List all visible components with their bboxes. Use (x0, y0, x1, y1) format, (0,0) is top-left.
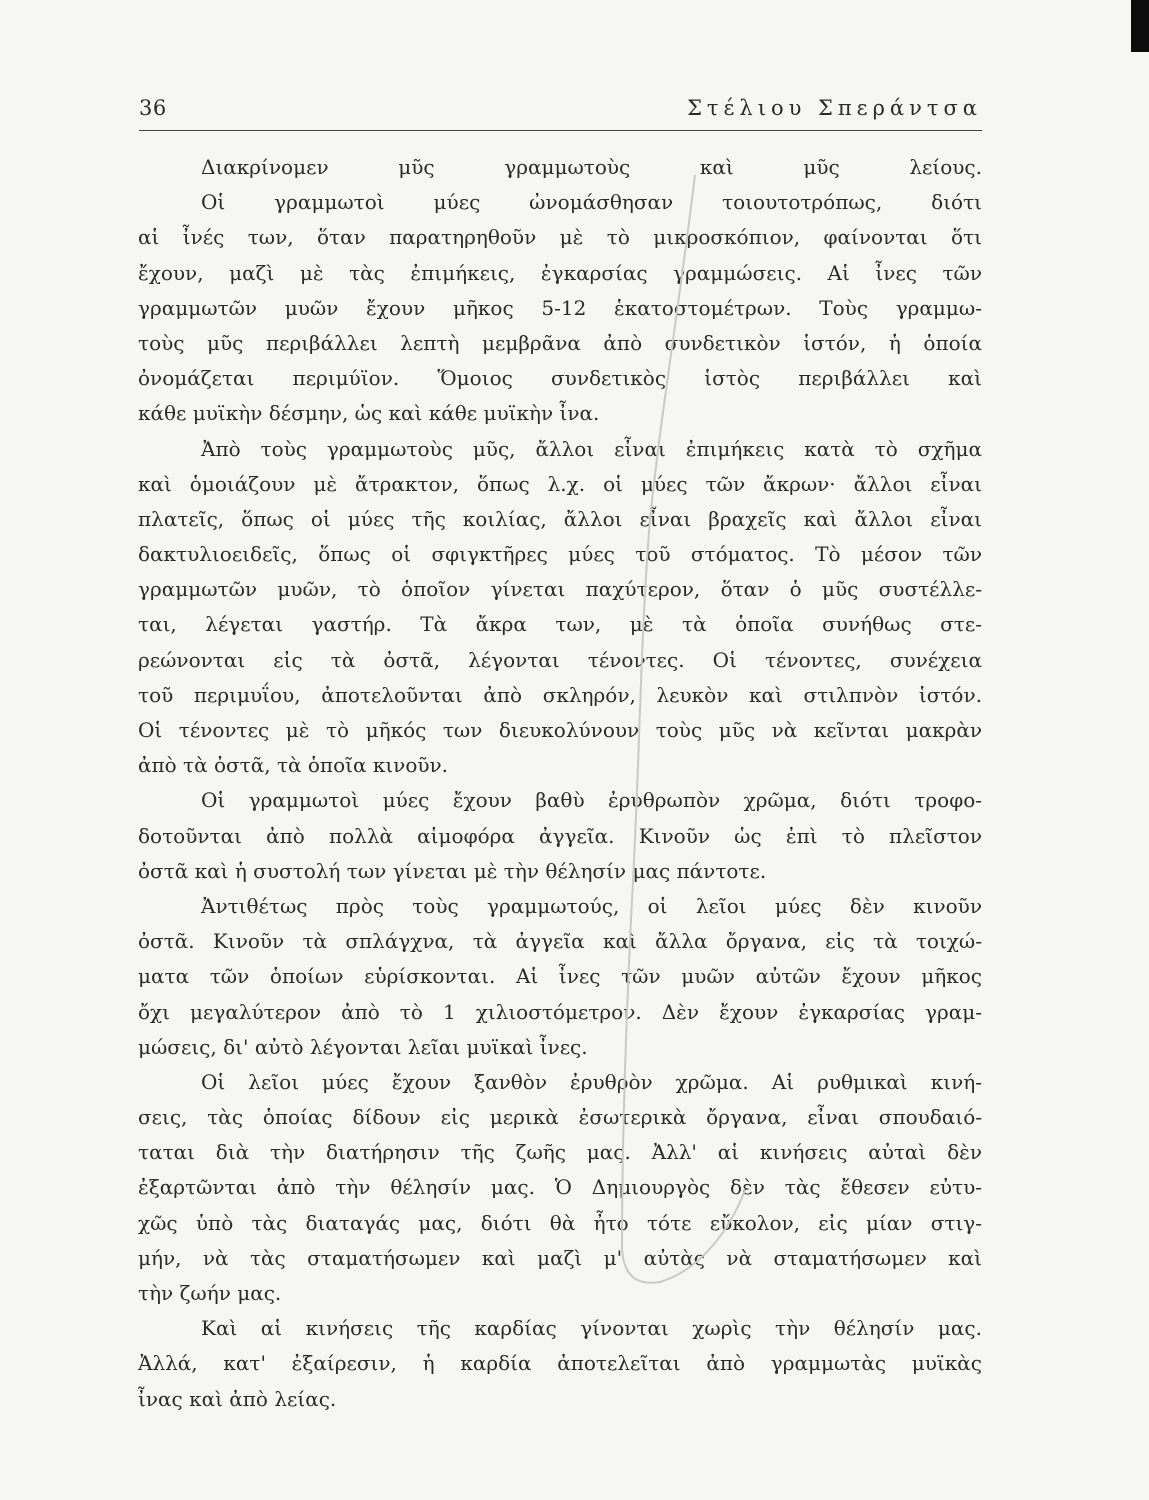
text-line: Οἱ λεῖοι μύες ἔχουν ξανθὸν ἐρυθρὸν χρῶμα. Αἱ ρυθμικαὶ κινή- (201, 1069, 982, 1094)
text-line: Οἱ γραμμωτοὶ μύες ὠνομάσθησαν τοιουτοτρόπως, διότι (201, 190, 982, 215)
text-line: τοὺς μῦς περιβάλλει λεπτὴ μεμβρᾶνα ἀπὸ συνδετικὸν ἱστόν, ἡ ὁποία (138, 330, 982, 355)
text-line: ματα τῶν ὁποίων εὑρίσκονται. Αἱ ἶνες τῶν μυῶν αὐτῶν ἔχουν μῆκος (138, 964, 982, 989)
text-line: ὀνομάζεται περιμύϊον. Ὅμοιος συνδετικὸς ἱστὸς περιβάλλει καὶ (138, 366, 982, 391)
text-line: δακτυλιοειδεῖς, ὅπως οἱ σφιγκτῆρες μύες τοῦ στόματος. Τὸ μέσον τῶν (138, 542, 982, 567)
text-line: γραμμωτῶν μυῶν, τὸ ὁποῖον γίνεται παχύτερον, ὅταν ὁ μῦς συστέλλε- (138, 577, 982, 602)
text-line: μήν, νὰ τὰς σταματήσωμεν καὶ μαζὶ μ' αὐτὰς νὰ σταματήσωμεν καὶ (138, 1245, 982, 1270)
text-line: Ἀλλά, κατ' ἐξαίρεσιν, ἡ καρδία ἀποτελεῖται ἀπὸ γραμμωτὰς μυϊκὰς (138, 1351, 982, 1376)
text-line: καὶ ὁμοιάζουν μὲ ἄτρακτον, ὅπως λ.χ. οἱ μύες τῶν ἄκρων· ἄλλοι εἶναι (138, 471, 982, 496)
text-line: ἀπὸ τὰ ὀστᾶ, τὰ ὁποῖα κινοῦν. (138, 753, 449, 778)
text-line: μώσεις, δι' αὐτὸ λέγονται λεῖαι μυϊκαὶ ἶνες. (138, 1034, 588, 1059)
text-line: Οἱ τένοντες μὲ τὸ μῆκός των διευκολύνουν τοὺς μῦς νὰ κεῖνται μακρὰν (138, 718, 982, 742)
text-line: Καὶ αἱ κινήσεις τῆς καρδίας γίνονται χωρὶς τὴν θέλησίν μας. (201, 1316, 982, 1341)
page-number: 36 (139, 96, 167, 120)
text-line: ἐξαρτῶνται ἀπὸ τὴν θέλησίν μας. Ὁ Δημιουργὸς δὲν τὰς ἔθεσεν εὐτυ- (138, 1175, 982, 1200)
page-header (139, 96, 982, 131)
text-line: ἶνας καὶ ἀπὸ λείας. (138, 1386, 337, 1411)
text-line: τοῦ περιμυΐου, ἀποτελοῦνται ἀπὸ σκληρόν, λευκὸν καὶ στιλπνὸν ἱστόν. (138, 682, 982, 707)
text-line: ται, λέγεται γαστήρ. Τὰ ἄκρα των, μὲ τὰ ὁποῖα συνήθως στε- (138, 612, 982, 637)
text-line: σεις, τὰς ὁποίας δίδουν εἰς μερικὰ ἐσωτερικὰ ὄργανα, εἶναι σπουδαιό- (138, 1105, 982, 1130)
text-line: αἱ ἶνές των, ὅταν παρατηρηθοῦν μὲ τὸ μικροσκόπιον, φαίνονται ὅτι (138, 225, 982, 250)
text-line: κάθε μυϊκὴν δέσμην, ὡς καὶ κάθε μυϊκὴν ἶνα. (138, 401, 600, 426)
text-line: τὴν ζωήν μας. (138, 1281, 282, 1305)
text-line: Ἀντιθέτως πρὸς τοὺς γραμμωτούς, οἱ λεῖοι μύες δὲν κινοῦν (201, 893, 982, 918)
scan-corner-mark (1131, 0, 1149, 52)
text-line: χῶς ὑπὸ τὰς διαταγάς μας, διότι θὰ ἦτο τότε εὔκολον, εἰς μίαν στιγ- (138, 1210, 982, 1235)
text-line: πλατεῖς, ὅπως οἱ μύες τῆς κοιλίας, ἄλλοι εἶναι βραχεῖς καὶ ἄλλοι εἶναι (138, 506, 982, 531)
body-text (138, 150, 982, 1417)
text-line: Ἀπὸ τοὺς γραμμωτοὺς μῦς, ἄλλοι εἶναι ἐπιμήκεις κατὰ τὸ σχῆμα (201, 436, 982, 461)
text-line: Οἱ γραμμωτοὶ μύες ἔχουν βαθὺ ἐρυθρωπὸν χρῶμα, διότι τροφο- (201, 788, 982, 813)
running-head: Στέλιου Σπεράντσα (687, 96, 982, 120)
text-line: ταται διὰ τὴν διατήρησιν τῆς ζωῆς μας. Ἀλλ' αἱ κινήσεις αὐταὶ δὲν (138, 1140, 982, 1165)
text-line: ὄχι μεγαλύτερον ἀπὸ τὸ 1 χιλιοστόμετρον. Δὲν ἔχουν ἐγκαρσίας γραμ- (138, 999, 982, 1024)
text-line: ρεώνονται εἰς τὰ ὀστᾶ, λέγονται τένοντες. Οἱ τένοντες, συνέχεια (138, 647, 982, 672)
text-line: ὀστᾶ καὶ ἡ συστολή των γίνεται μὲ τὴν θέλησίν μας πάντοτε. (138, 858, 767, 883)
text-line: Διακρίνομεν μῦς γραμμωτοὺς καὶ μῦς λείους. (201, 155, 982, 179)
text-line: ἔχουν, μαζὶ μὲ τὰς ἐπιμήκεις, ἐγκαρσίας γραμμώσεις. Αἱ ἶνες τῶν (138, 260, 982, 285)
text-line: γραμμωτῶν μυῶν ἔχουν μῆκος 5-12 ἑκατοστομέτρων. Τοὺς γραμμω- (138, 295, 982, 320)
text-line: ὀστᾶ. Κινοῦν τὰ σπλάγχνα, τὰ ἀγγεῖα καὶ ἄλλα ὄργανα, εἰς τὰ τοιχώ- (138, 929, 982, 954)
text-line: δοτοῦνται ἀπὸ πολλὰ αἱμοφόρα ἀγγεῖα. Κινοῦν ὡς ἐπὶ τὸ πλεῖστον (138, 823, 982, 848)
